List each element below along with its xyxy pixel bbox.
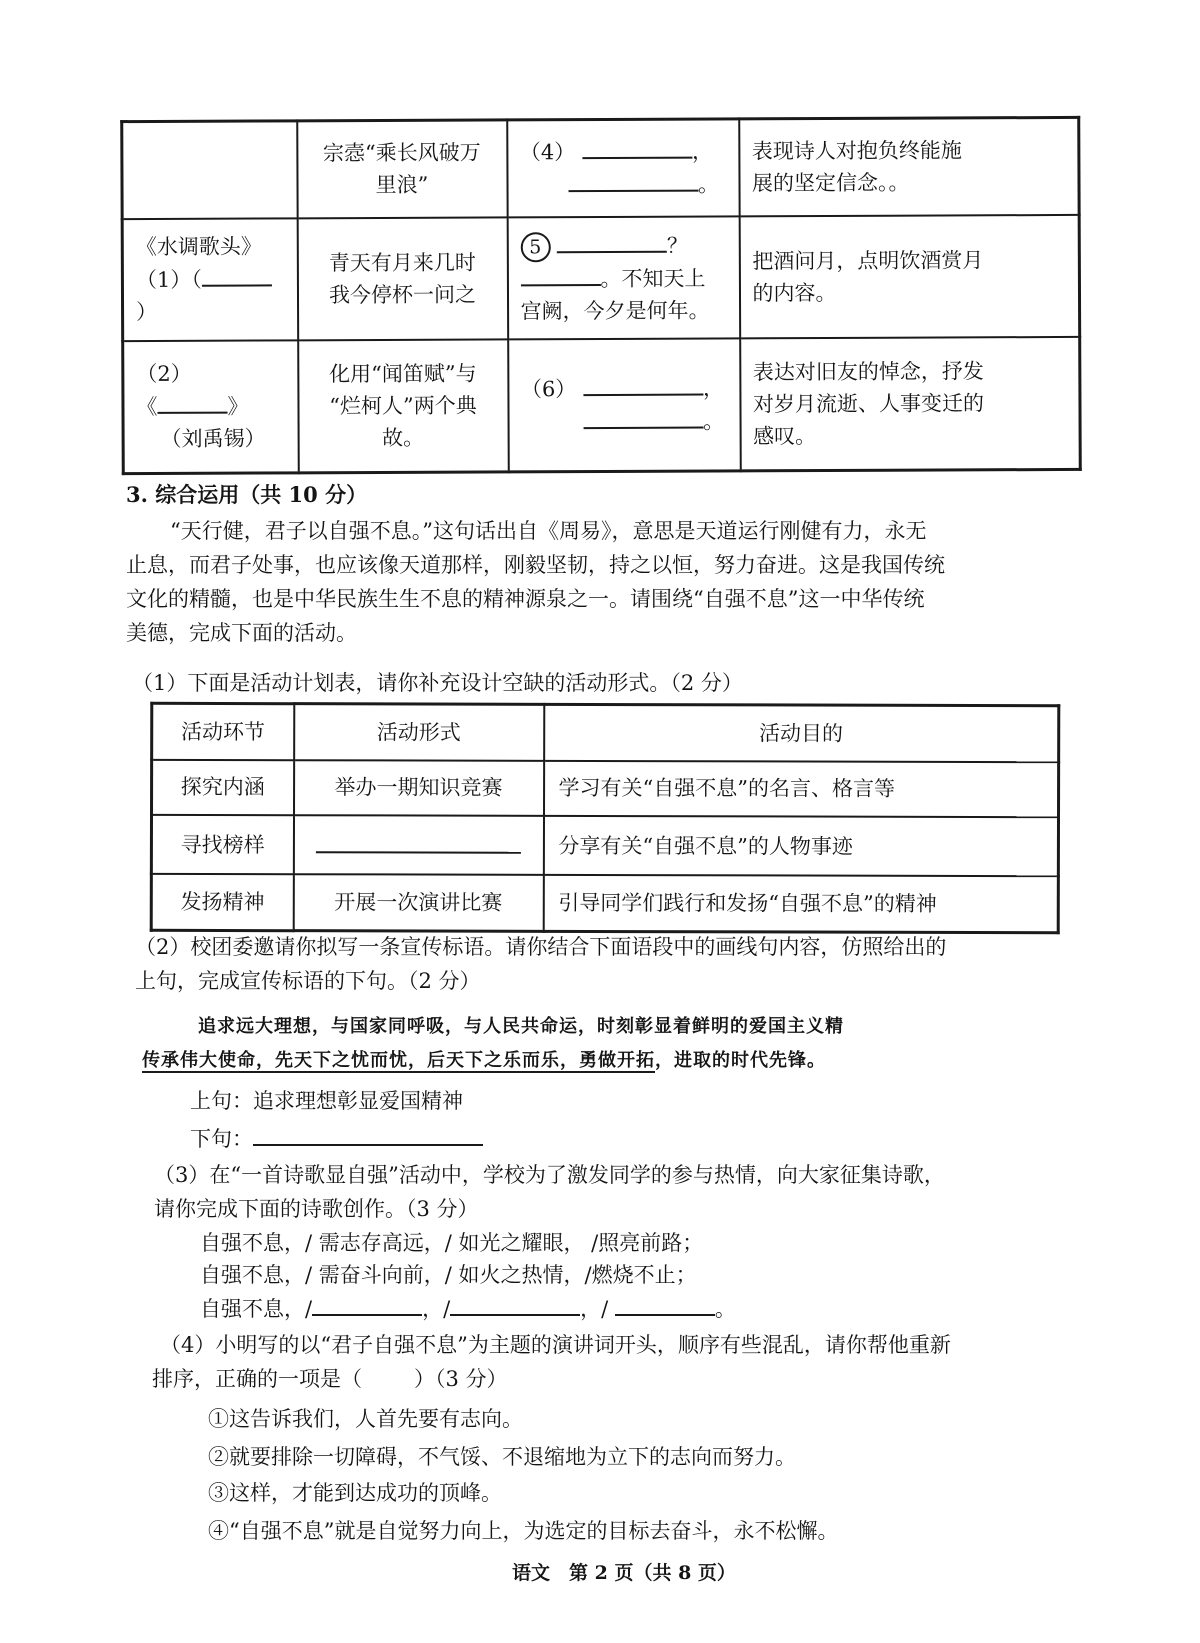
poem-line: 自强不息，/ 需志存高远，/ 如光之耀眼， /照亮前路； [200,1231,704,1255]
poem-title: 《水调歌头》 [135,234,262,260]
poem-title-cell [123,340,299,473]
answer-blank[interactable] [583,372,703,397]
effect-line: 表达对旧友的悼念，抒发 [752,359,984,385]
punct: 》 [227,395,249,420]
source-line: “烂柯人”两个典 [329,393,477,419]
poem-source-cell [297,120,507,218]
q2-lower-line [190,1122,483,1154]
poem-blank-cell [507,216,740,339]
blank-number: （1）（ [135,268,202,293]
blank-number: （4） [519,140,576,165]
intro-line: 文化的精髓，也是中华民族生生不息的精神源泉之一。请围绕“自强不息”这一中华传统 [126,587,925,611]
q4-prompt-line: （4）小明写的以“君子自强不息”为主题的演讲词开头，顺序有些混乱，请你帮他重新 [160,1333,951,1357]
poem-effect-cell [740,337,1081,471]
poem-title-cell [122,121,297,219]
answer-blank[interactable] [582,135,692,159]
poem-line: 宫阙，今夕是何年。 [520,298,710,324]
source-line: 故。 [382,425,425,450]
answer-blank[interactable] [557,229,667,253]
answer-blank[interactable] [583,405,703,430]
header-form: 活动形式 [294,704,544,761]
activity-stage: 发扬精神 [151,874,293,930]
effect-line: 感叹。 [753,424,817,449]
section-intro [126,514,1076,650]
lower-label: 下句： [190,1127,253,1151]
prompt-line: 上句，完成宣传标语的下句。（2 分） [135,969,481,993]
poem-row-1 [122,117,1079,218]
section-heading: 3. 综合运用（共 10 分） [126,482,368,507]
prompt-part: ）（3 分） [414,1367,508,1391]
q4-item: ②就要排除一切障碍，不气馁、不退缩地为立下的志向而努力。 [208,1445,796,1469]
q4-item: ①这告诉我们，人首先要有志向。 [208,1407,523,1431]
punct: 。 [714,1297,736,1321]
poem-blank-cell [508,338,741,472]
poem-line-blank [200,1292,736,1324]
q2-prompt [135,930,1095,998]
poem-author: （刘禹锡） [160,426,266,452]
prompt-line: （2）校团委邀请你拟写一条宣传标语。请你结合下面语段中的画线句内容，仿照给出的 [135,935,947,959]
q4-prompt-line [152,1364,508,1394]
punct: 《 [136,395,158,420]
poem-blank-cell [507,119,739,217]
poem-source-cell [298,339,509,472]
header-stage: 活动环节 [152,703,294,759]
intro-line: 美德，完成下面的活动。 [126,621,357,645]
q1-prompt: （1）下面是活动计划表，请你补充设计空缺的活动形式。（2 分） [132,671,743,695]
punct: ， [702,376,725,401]
answer-blank[interactable] [316,829,521,854]
header-goal: 活动目的 [544,704,1059,761]
poem-source-cell [297,217,508,340]
q4-item: ③这样，才能到达成功的顶峰。 [208,1481,502,1505]
effect-line: 展的坚定信念。。 [751,171,910,196]
effect-line: 的内容。 [752,280,837,306]
activity-goal: 学习有关“自强不息”的名言、格言等 [544,760,1059,817]
activity-form: 举办一期知识竞赛 [294,760,544,816]
activity-goal: 分享有关“自强不息”的人物事迹 [543,816,1058,877]
punct: ） [136,300,158,325]
passage-rest: ，进取的时代先锋。 [655,1050,826,1071]
blank-number: 5 [520,232,550,262]
answer-blank[interactable] [157,390,227,414]
answer-blank[interactable] [253,1122,483,1146]
q2-passage-line: 追求远大理想，与国家同呼吸，与人民共命运，时刻彰显着鲜明的爱国主义精 [198,1016,844,1037]
punct: ， [691,139,713,165]
effect-line: 把酒问月，点明饮酒赏月 [752,248,984,274]
prompt-line: （3）在“一首诗歌显自强”活动中，学校为了激发同学的参与热情，向大家征集诗歌， [154,1163,945,1187]
prompt-part: 排序，正确的一项是（ [152,1367,362,1391]
sep: ，/ [580,1297,609,1321]
poem-title-cell [122,218,298,341]
answer-blank[interactable] [312,1292,422,1316]
underlined-sentence: 传承伟大使命，先天下之忧而忧，后天下之乐而乐，勇做开拓 [142,1050,655,1071]
answer-blank[interactable] [615,1292,715,1316]
poem-row-3 [123,337,1081,474]
source-line: 我今停杯一问之 [328,282,477,308]
source-line: 青天有月来几时 [328,250,476,276]
q2-upper-line: 上句：追求理想彰显爱国精神 [190,1089,463,1113]
answer-blank[interactable] [202,263,272,287]
source-line: 宗悫“乘长风破万 [322,140,481,166]
poem-row-2 [122,215,1080,341]
poem-line: 自强不息，/ 需奋斗向前，/ 如火之热情，/燃烧不止； [200,1263,697,1287]
intro-line: 止息，而君子处事，也应该像天道那样，刚毅坚韧，持之以恒，努力奋进。这是我国传统 [126,553,945,577]
activity-stage: 探究内涵 [152,759,294,815]
answer-blank[interactable] [568,168,698,193]
page-footer: 语文 第 2 页（共 8 页） [512,1562,736,1584]
activity-goal: 引导同学们践行和发扬“自强不息”的精神 [543,875,1058,932]
punct: ？ [666,233,689,258]
activity-table [150,702,1061,934]
activity-form: 开展一次演讲比赛 [293,875,543,932]
punct: 。 [697,172,720,197]
effect-line: 对岁月流逝、人事变迁的 [752,391,985,417]
poem-start: 自强不息，/ [200,1297,313,1321]
blank-number: （2） [136,362,192,387]
poem-effect-cell [739,117,1079,216]
q3-prompt [154,1158,1084,1226]
activity-stage: 寻找榜样 [151,815,293,875]
answer-blank[interactable] [450,1292,580,1316]
activity-header-row [152,703,1059,761]
source-line: 化用“闻笛赋”与 [329,361,477,387]
punct: 。不知天上 [600,266,706,291]
blank-number: （6） [520,377,577,402]
activity-form-cell [293,815,543,875]
activity-row [152,759,1059,817]
intro-line: “天行健，君子以自强不息。”这句话出自《周易》，意思是天道运行刚健有力，永无 [170,519,927,543]
activity-row [151,874,1058,932]
source-line: 里浪” [375,173,429,198]
q4-item: ④“自强不息”就是自觉努力向上，为选定的目标去奋斗，永不松懈。 [208,1519,839,1543]
q2-passage-line [142,1046,826,1072]
sep: ，/ [422,1297,451,1321]
activity-row [151,815,1058,877]
prompt-line: 请你完成下面的诗歌创作。（3 分） [154,1197,479,1221]
punct: 。 [702,409,725,434]
poem-table [120,116,1082,475]
poem-effect-cell [739,215,1080,339]
effect-line: 表现诗人对抱负终能施 [751,138,962,164]
answer-blank[interactable] [520,262,600,286]
